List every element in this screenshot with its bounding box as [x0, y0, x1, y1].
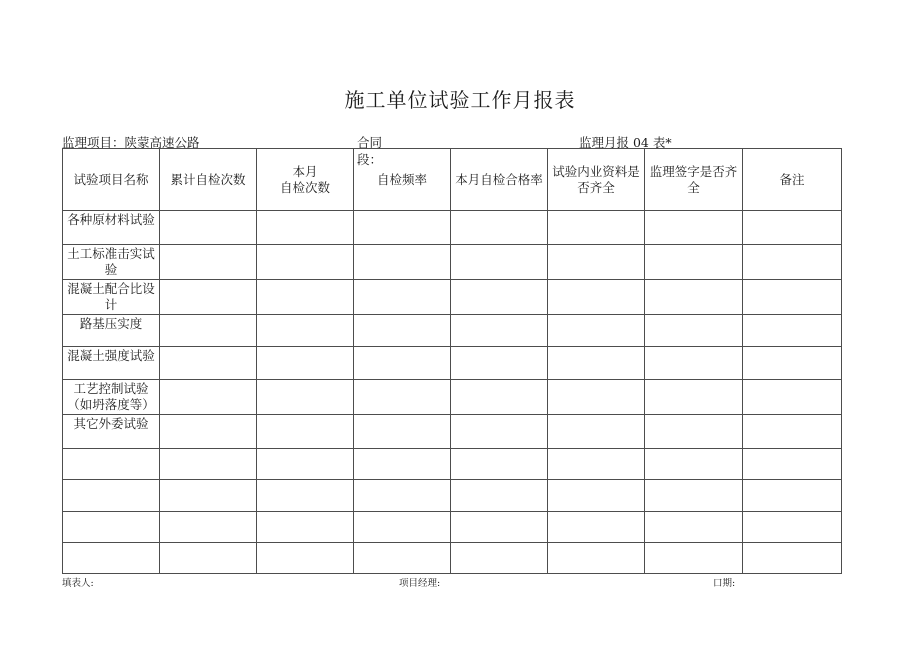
- table-row: [63, 380, 842, 415]
- table-cell: [743, 543, 842, 574]
- table-cell: [645, 347, 743, 380]
- table-cell: [743, 512, 842, 543]
- table-row: [63, 415, 842, 449]
- column-header: 自检频率: [354, 149, 451, 211]
- table-cell: [257, 245, 354, 280]
- table-cell: [257, 449, 354, 480]
- table-row: [63, 347, 842, 380]
- table-cell: [257, 280, 354, 315]
- project-label: 监理项目：陕蒙高速公路: [62, 135, 200, 150]
- table-cell: [354, 245, 451, 280]
- table-cell: [645, 512, 743, 543]
- table-cell: [743, 315, 842, 347]
- table-body: [63, 211, 842, 574]
- manager-label: 项目经理:: [399, 578, 441, 589]
- table-cell: [160, 449, 257, 480]
- row-label-cell: [63, 512, 160, 543]
- table-cell: [160, 480, 257, 512]
- table-cell: [645, 245, 743, 280]
- table-row: [63, 543, 842, 574]
- table-cell: [645, 280, 743, 315]
- column-header: 试验项目名称: [63, 149, 160, 211]
- row-label-cell: [63, 480, 160, 512]
- table-cell: [743, 211, 842, 245]
- table-cell: [451, 480, 548, 512]
- table-cell: [354, 543, 451, 574]
- table-cell: [160, 415, 257, 449]
- table-cell: [743, 245, 842, 280]
- table-cell: [257, 480, 354, 512]
- table-cell: [548, 512, 645, 543]
- table-cell: [257, 315, 354, 347]
- table-cell: [257, 415, 354, 449]
- table-cell: [743, 380, 842, 415]
- table-cell: [645, 380, 743, 415]
- table-cell: [743, 347, 842, 380]
- contract-label: 合同: [357, 135, 383, 150]
- table-cell: [160, 543, 257, 574]
- table-cell: [451, 449, 548, 480]
- table-cell: [743, 280, 842, 315]
- table-cell: [257, 543, 354, 574]
- table-cell: [451, 380, 548, 415]
- column-header: 累计自检次数: [160, 149, 257, 211]
- table-row: [63, 315, 842, 347]
- table-cell: [743, 449, 842, 480]
- page-title: 施工单位试验工作月报表: [344, 88, 576, 112]
- table-cell: [451, 280, 548, 315]
- table-cell: [257, 512, 354, 543]
- table-cell: [548, 380, 645, 415]
- table-cell: [548, 543, 645, 574]
- table-row: [63, 449, 842, 480]
- table-cell: [354, 512, 451, 543]
- table-row: [63, 512, 842, 543]
- table-cell: [451, 543, 548, 574]
- table-cell: [160, 512, 257, 543]
- table-cell: [160, 347, 257, 380]
- table-cell: [645, 480, 743, 512]
- table-cell: [451, 211, 548, 245]
- table-cell: [451, 245, 548, 280]
- table-cell: [548, 211, 645, 245]
- table-row: [63, 211, 842, 245]
- table-cell: [548, 245, 645, 280]
- table-cell: [160, 245, 257, 280]
- table-cell: [354, 415, 451, 449]
- table-cell: [354, 449, 451, 480]
- table-cell: [354, 315, 451, 347]
- table-cell: [645, 211, 743, 245]
- table-row: [63, 245, 842, 280]
- row-label-cell: [63, 449, 160, 480]
- table-cell: [257, 347, 354, 380]
- report-code: 监理月报 04 表*: [579, 135, 672, 150]
- row-label-cell: 其它外委试验: [63, 415, 160, 449]
- table-header-row: [63, 149, 842, 211]
- table-cell: [548, 347, 645, 380]
- table-cell: [160, 280, 257, 315]
- table-cell: [451, 512, 548, 543]
- table-cell: [645, 543, 743, 574]
- table-cell: [257, 380, 354, 415]
- table-cell: [548, 315, 645, 347]
- table-cell: [257, 211, 354, 245]
- section-label: 段：: [357, 152, 383, 167]
- table-cell: [354, 211, 451, 245]
- report-table: [62, 148, 842, 574]
- table-cell: [354, 380, 451, 415]
- table-cell: [548, 480, 645, 512]
- table-cell: [548, 415, 645, 449]
- table-cell: [548, 280, 645, 315]
- table-cell: [354, 480, 451, 512]
- table-cell: [160, 380, 257, 415]
- table-cell: [160, 315, 257, 347]
- table-cell: [743, 480, 842, 512]
- table-cell: [645, 449, 743, 480]
- column-header: 试验内业资料是 否齐全: [548, 149, 645, 211]
- table-cell: [451, 415, 548, 449]
- table-cell: [645, 315, 743, 347]
- row-label-cell: 混凝土强度试验: [63, 347, 160, 380]
- column-header: 备注: [743, 149, 842, 211]
- table-cell: [548, 449, 645, 480]
- table-cell: [743, 415, 842, 449]
- table-row: [63, 480, 842, 512]
- table-row: [63, 280, 842, 315]
- table-cell: [160, 211, 257, 245]
- row-label-cell: [63, 543, 160, 574]
- filler-label: 填表人:: [62, 578, 94, 589]
- column-header: 本月 自检次数: [257, 149, 354, 211]
- table-cell: [354, 347, 451, 380]
- column-header: 监理签字是否齐 全: [645, 149, 743, 211]
- row-label-cell: 混凝土配合比设 计: [63, 280, 160, 315]
- date-label: 口期:: [713, 578, 736, 589]
- table-cell: [645, 415, 743, 449]
- column-header: 本月自检合格率: [451, 149, 548, 211]
- table-cell: [354, 280, 451, 315]
- table-cell: [451, 315, 548, 347]
- row-label-cell: 各种原材料试验: [63, 211, 160, 245]
- row-label-cell: 路基压实度: [63, 315, 160, 347]
- row-label-cell: 土工标准击实试 验: [63, 245, 160, 280]
- row-label-cell: 工艺控制试验 （如坍落度等）: [63, 380, 160, 415]
- table-cell: [451, 347, 548, 380]
